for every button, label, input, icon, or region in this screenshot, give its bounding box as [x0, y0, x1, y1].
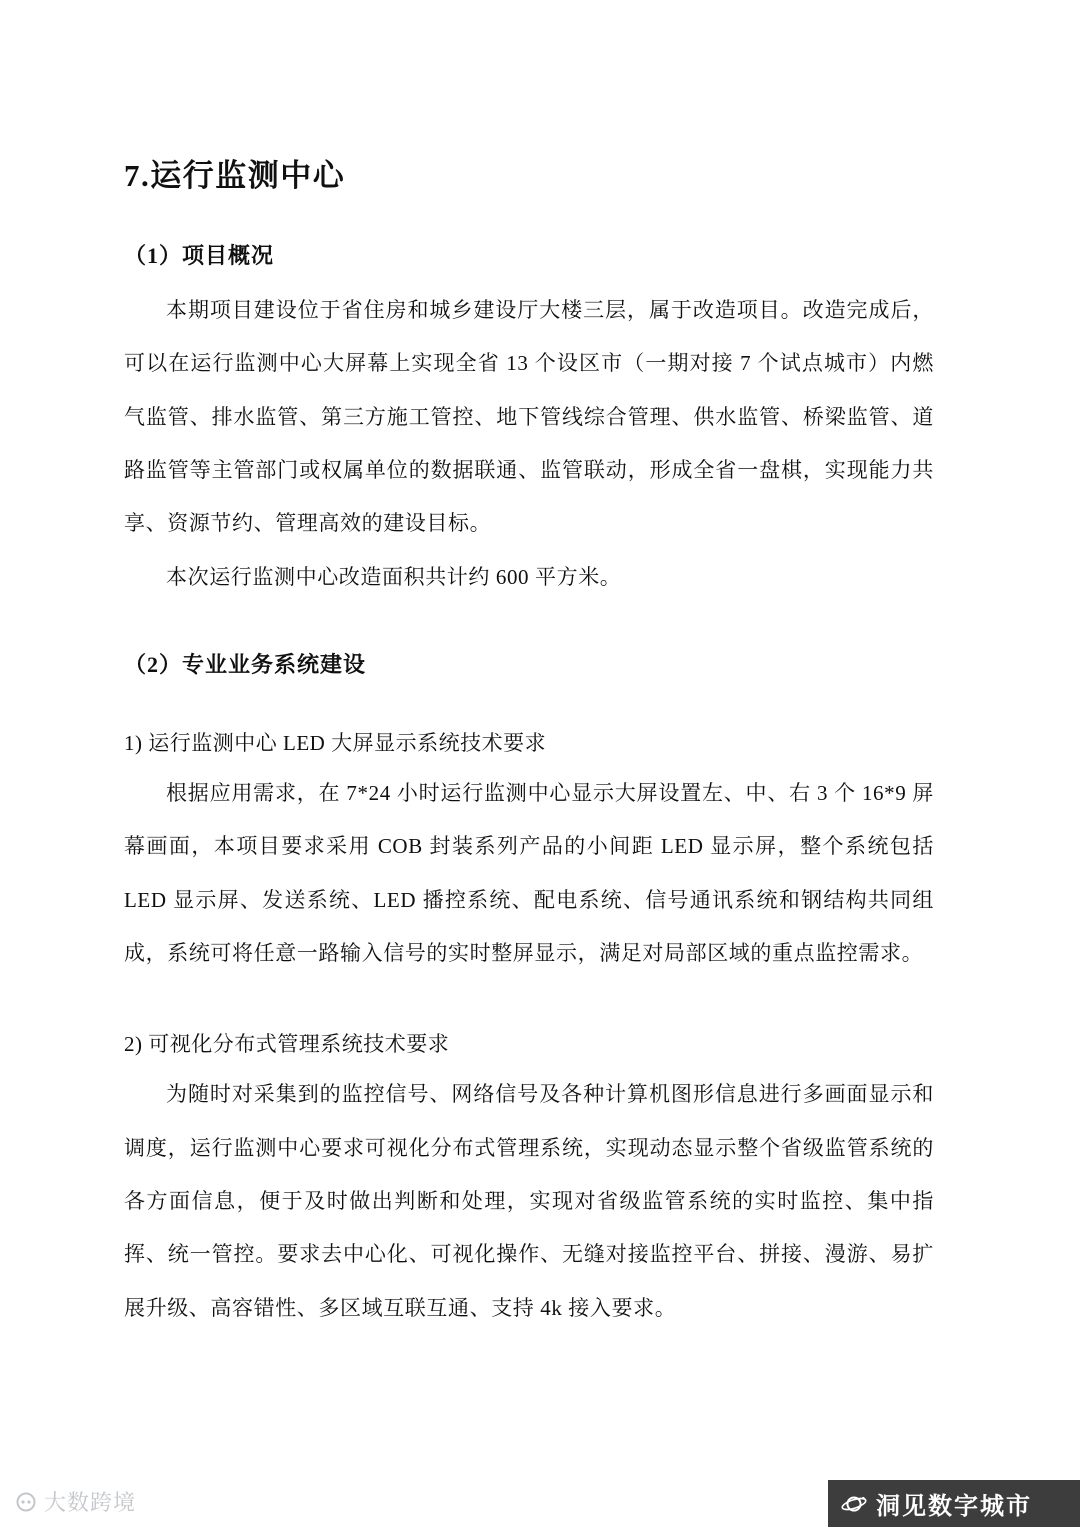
- subsection-heading-visual-distributed-management: 2) 可视化分布式管理系统技术要求: [124, 1032, 450, 1057]
- watermark-left-text: 大数跨境: [44, 1490, 137, 1515]
- paragraph-project-overview: 本期项目建设位于省住房和城乡建设厅大楼三层，属于改造项目。改造完成后，可以在运行监测中心大屏幕上实现全省 13 个设区市（一期对接 7 个试点城市）内燃气监管、排水监管、第三方施工管控、地下管线综合管理、供水监管、桥梁监管、道路监管等主管部门或权属单位的数据联通、监管联动，形成全省一盘棋，实现能力共享、资源节约、管理高效的建设目标。: [124, 298, 934, 536]
- section-heading-project-overview: （1）项目概况: [124, 243, 275, 268]
- brand-banner: [828, 1480, 1080, 1527]
- paragraph-renovation-area: 本次运行监测中心改造面积共计约 600 平方米。: [166, 564, 622, 589]
- dashukuajing-logo-icon: [14, 1490, 38, 1514]
- paragraph-visual-distributed-requirements: 为随时对采集到的监控信号、网络信号及各种计算机图形信息进行多画面显示和调度，运行监测中心要求可视化分布式管理系统，实现动态显示整个省级监管系统的各方面信息，便于及时做出判断和处理，实现对省级监管系统的实时监控、集中指挥、统一管控。要求去中心化、可视化操作、无缝对接监控平台、拼接、漫游、易扩展升级、高容错性、多区域互联互通、支持 4k 接入要求。: [124, 1082, 934, 1320]
- section-heading-business-systems: （2）专业业务系统建设: [124, 651, 367, 677]
- subsection-heading-led-screen: 1) 运行监测中心 LED 大屏显示系统技术要求: [124, 730, 547, 755]
- watermark-left: [14, 1486, 136, 1517]
- brand-banner-text: 洞见数字城市: [876, 1493, 1032, 1520]
- page-title: 7.运行监测中心: [124, 158, 346, 193]
- paragraph-led-screen-requirements: 根据应用需求，在 7*24 小时运行监测中心显示大屏设置左、中、右 3 个 16*9 屏幕画面，本项目要求采用 COB 封装系列产品的小间距 LED 显示屏，整个系统包括 LED 显示屏、发送系统、LED 播控系统、配电系统、信号通讯系统和钢结构共同组成，系统可将任意一路输入信号的实时整屏显示，满足对局部区域的重点监控需求。: [124, 780, 934, 965]
- globe-icon: [840, 1490, 868, 1518]
